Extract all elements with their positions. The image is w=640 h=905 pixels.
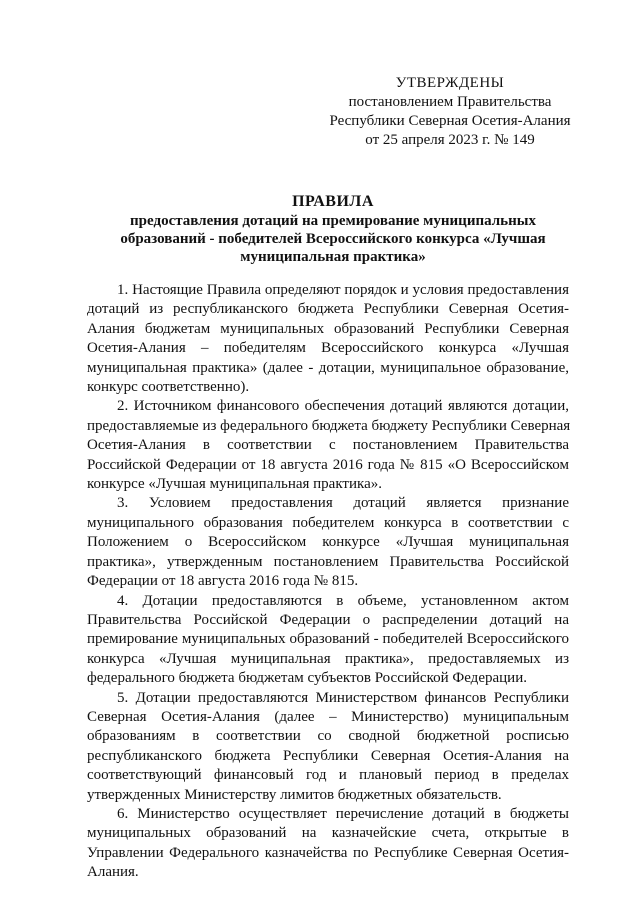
paragraph-line: конкурсе «Лучшая муниципальная практика». xyxy=(87,476,382,493)
paragraph-line: Северная Осетия-Алания (далее – Министерство) муниципальным xyxy=(87,708,569,725)
paragraph-line: Управлении Федерального казначейства по Республике Северная Осетия- xyxy=(87,844,569,861)
document-title-block xyxy=(88,192,578,266)
paragraph-6 xyxy=(87,805,569,883)
paragraph-line: муниципального образования победителем конкурса в соответствии с xyxy=(87,514,569,531)
paragraph-line: утвержденных Министерству лимитов бюджетных обязательств. xyxy=(87,786,502,803)
paragraph-line: Осетия-Алания – победителям Всероссийского конкурса «Лучшая xyxy=(87,340,569,357)
paragraph-4 xyxy=(87,592,569,689)
approval-heading: УТВЕРЖДЕНЫ xyxy=(395,75,505,91)
approval-line: Республики Северная Осетия-Алания xyxy=(329,113,571,129)
approval-stamp xyxy=(300,74,600,150)
paragraph-line: Осетия-Алания в соответствии с постановлением Правительства xyxy=(87,437,569,454)
paragraph-line: муниципальных образований на казначейские счета, открытые в xyxy=(87,825,569,842)
paragraph-line: Российской Федерации от 18 августа 2016 года № 815 «О Всероссийском xyxy=(87,456,569,473)
paragraph-1 xyxy=(87,281,569,397)
paragraph-line: республиканского бюджета Республики Северная Осетия-Алания на xyxy=(87,747,569,764)
paragraph-3 xyxy=(87,494,569,591)
paragraph-5 xyxy=(87,689,569,805)
paragraph-line: федерального бюджета бюджетам субъектов Российской Федерации. xyxy=(87,670,527,687)
document-subtitle-line: муниципальная практика» xyxy=(240,249,426,265)
document-body xyxy=(87,281,569,883)
paragraph-line: премирование муниципальных образований - победителей Всероссийского xyxy=(87,631,569,648)
paragraph-line: дотаций из республиканского бюджета Республики Северная Осетия- xyxy=(87,301,569,318)
paragraph-2 xyxy=(87,397,569,494)
paragraph-line: Алания бюджетам муниципальных образований Республики Северная xyxy=(87,320,569,337)
approval-date-line: от 25 апреля 2023 г. № 149 xyxy=(365,132,535,148)
paragraph-line: 2. Источником финансового обеспечения дотаций являются дотации, xyxy=(117,398,569,415)
paragraph-line: Алания. xyxy=(87,864,139,881)
paragraph-line: Федерации от 18 августа 2016 года № 815. xyxy=(87,573,359,590)
paragraph-line: предоставляемые из федерального бюджета бюджету Республики Северная xyxy=(87,417,571,434)
approval-line: постановлением Правительства xyxy=(348,94,552,110)
document-subtitle-line: образований - победителей Всероссийского конкурса «Лучшая xyxy=(120,231,546,247)
paragraph-line: 4. Дотации предоставляются в объеме, установленном актом xyxy=(117,592,569,609)
paragraph-line: практика», утвержденным постановлением Правительства Российской xyxy=(87,553,569,570)
paragraph-line: муниципальная практика» (далее - дотации, муниципальное образование, xyxy=(87,359,569,376)
paragraph-line: 1. Настоящие Правила определяют порядок и условия предоставления xyxy=(117,282,569,298)
paragraph-line: соответствующий финансовый год и плановый период в пределах xyxy=(87,767,569,784)
paragraph-line: конкурс соответственно). xyxy=(87,379,250,396)
paragraph-line: Правительства Российской Федерации о распределении дотаций на xyxy=(87,611,569,628)
document-title: ПРАВИЛА xyxy=(292,193,374,210)
paragraph-line: конкурса «Лучшая муниципальная практика», предоставляемых из xyxy=(87,650,569,667)
paragraph-line: Положением о Всероссийском конкурсе «Лучшая муниципальная xyxy=(87,534,569,551)
paragraph-line: 6. Министерство осуществляет перечисление дотаций в бюджеты xyxy=(117,805,569,822)
paragraph-line: образованиям в соответствии со сводной бюджетной росписью xyxy=(87,728,569,745)
paragraph-line: 5. Дотации предоставляются Министерством финансов Республики xyxy=(117,689,569,706)
document-subtitle-line: предоставления дотаций на премирование муниципальных xyxy=(130,213,536,229)
paragraph-line: 3. Условием предоставления дотаций является признание xyxy=(117,495,569,512)
